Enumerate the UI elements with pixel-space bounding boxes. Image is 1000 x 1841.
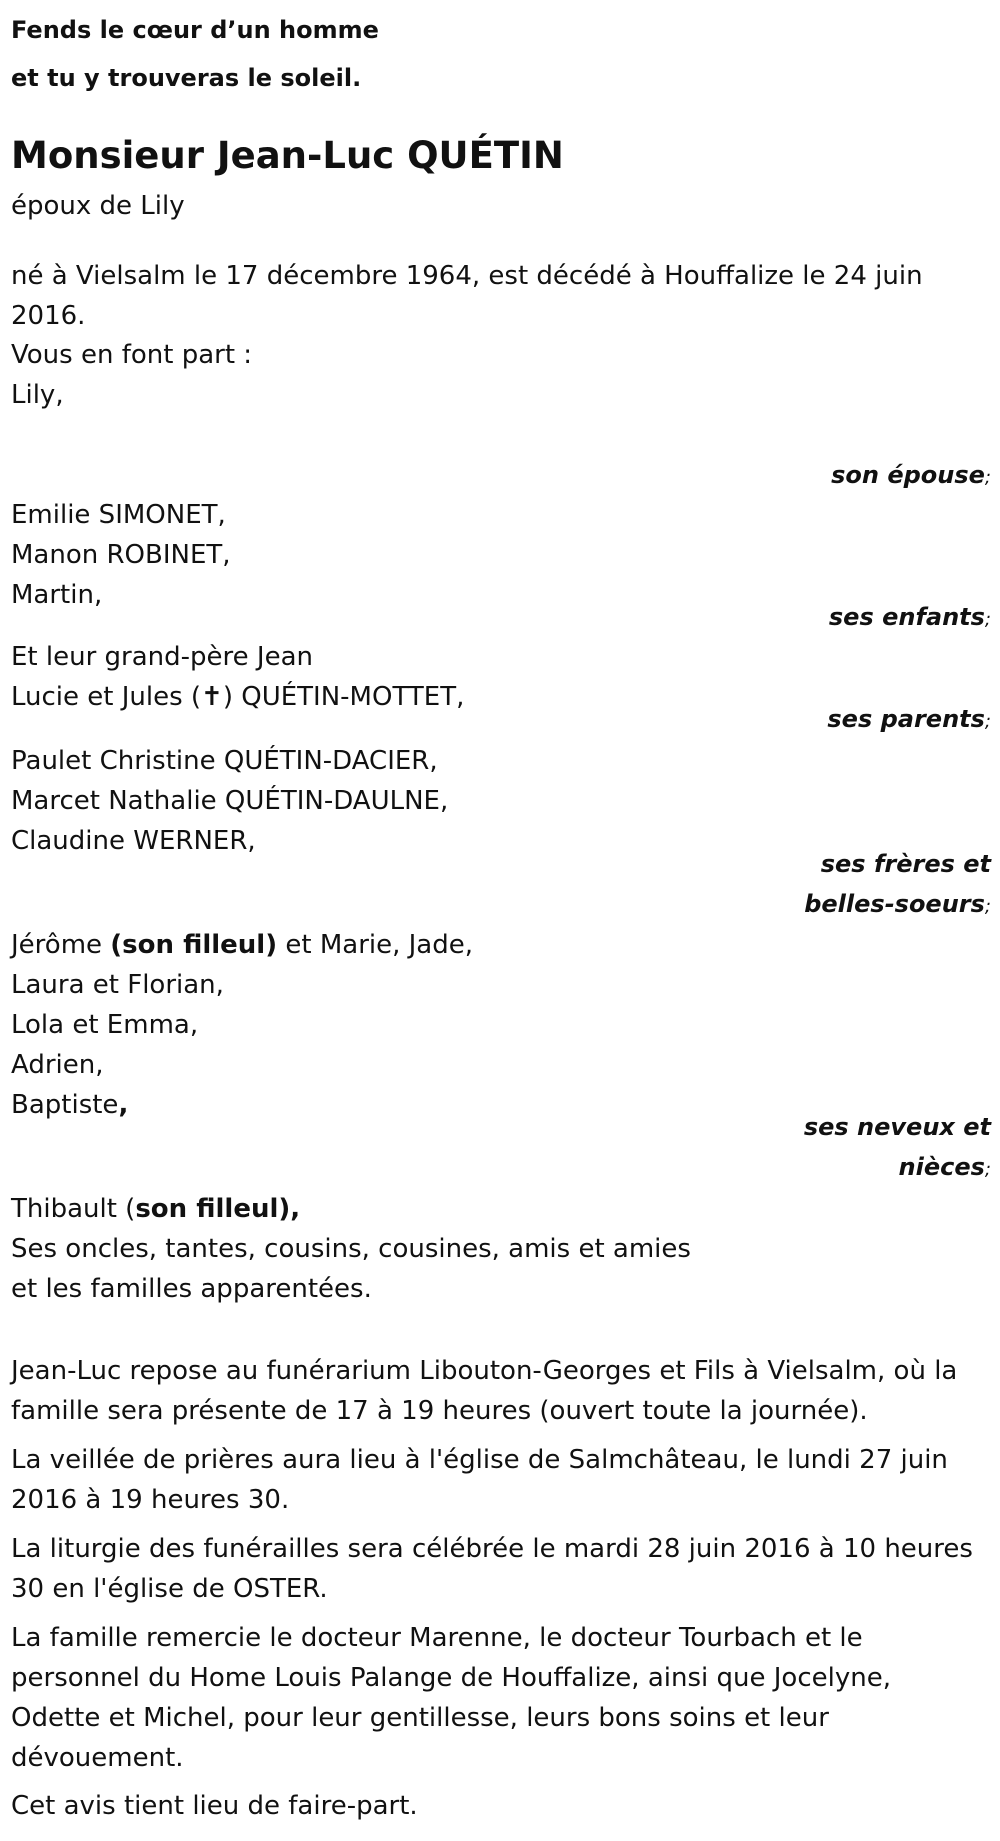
family-member: Martin,	[11, 580, 103, 610]
family-member: Marcet Nathalie QUÉTIN-DAULNE,	[11, 786, 449, 816]
paragraph-repose: Jean-Luc repose au funérarium Libouton-Georges et Fils à Vielsalm, où la famille sera présente de 17 à 19 heures (ouvert toute la journée).	[11, 1356, 958, 1426]
family-member: Manon ROBINET,	[11, 540, 231, 570]
family-member: Adrien,	[11, 1050, 104, 1080]
family-group-nephews	[11, 925, 991, 1125]
epigraph	[11, 6, 379, 102]
paragraph-liturgie: La liturgie des funérailles sera célébrée le mardi 28 juin 2016 à 10 heures 30 en l'église de OSTER.	[11, 1534, 973, 1604]
birth-death-text: né à Vielsalm le 17 décembre 1964, est décédé à Houffalize le 24 juin 2016.	[11, 261, 923, 331]
paragraph-veillee: La veillée de prières aura lieu à l'église de Salmchâteau, le lundi 27 juin 2016 à 19 heures 30.	[11, 1445, 948, 1515]
family-member: Thibault (son filleul),	[11, 1194, 301, 1224]
spouse-of-line: époux de Lily	[11, 191, 185, 221]
family-member: Claudine WERNER,	[11, 826, 256, 856]
deceased-name-title: Monsieur Jean-Luc QUÉTIN	[11, 134, 564, 177]
relation-label-nephews: ses neveux et nièces;	[803, 1113, 991, 1181]
epigraph-line: et tu y trouveras le soleil.	[11, 64, 362, 92]
relation-label-siblings: ses frères et belles-soeurs;	[804, 850, 991, 918]
announcement-intro: Vous en font part : Lily,	[11, 335, 991, 415]
paragraph-faire-part: Cet avis tient lieu de faire-part.	[11, 1791, 418, 1821]
family-member: Baptiste,	[11, 1090, 129, 1120]
family-member: Jérôme (son filleul) et Marie, Jade,	[11, 930, 473, 960]
family-member: Paulet Christine QUÉTIN-DACIER,	[11, 746, 438, 776]
relation-label-parents: ses parents;	[827, 705, 991, 733]
relation-label-children: ses enfants;	[828, 603, 991, 631]
family-group-others: Thibault (son filleul), Ses oncles, tantes, cousins, cousines, amis et amies et les familles apparentées.	[11, 1189, 991, 1309]
family-member: Emilie SIMONET,	[11, 500, 226, 530]
epigraph-line: Fends le cœur d’un homme	[11, 16, 379, 44]
family-member: Laura et Florian,	[11, 970, 224, 1000]
family-member: Et leur grand-père Jean	[11, 642, 313, 672]
family-member: Lucie et Jules (✝) QUÉTIN-MOTTET,	[11, 682, 465, 712]
relation-label-spouse: son épouse;	[831, 461, 991, 489]
family-member: Lola et Emma,	[11, 1010, 199, 1040]
family-group-siblings	[11, 741, 991, 861]
family-member: Lily,	[11, 380, 64, 410]
paragraph-remerciements: La famille remercie le docteur Marenne, le docteur Tourbach et le personnel du Home Louis Palange de Houffalize, ainsi que Jocelyne, Odette et Michel, pour leur gentillesse, leurs bons soins et leur dévouement.	[11, 1623, 891, 1773]
